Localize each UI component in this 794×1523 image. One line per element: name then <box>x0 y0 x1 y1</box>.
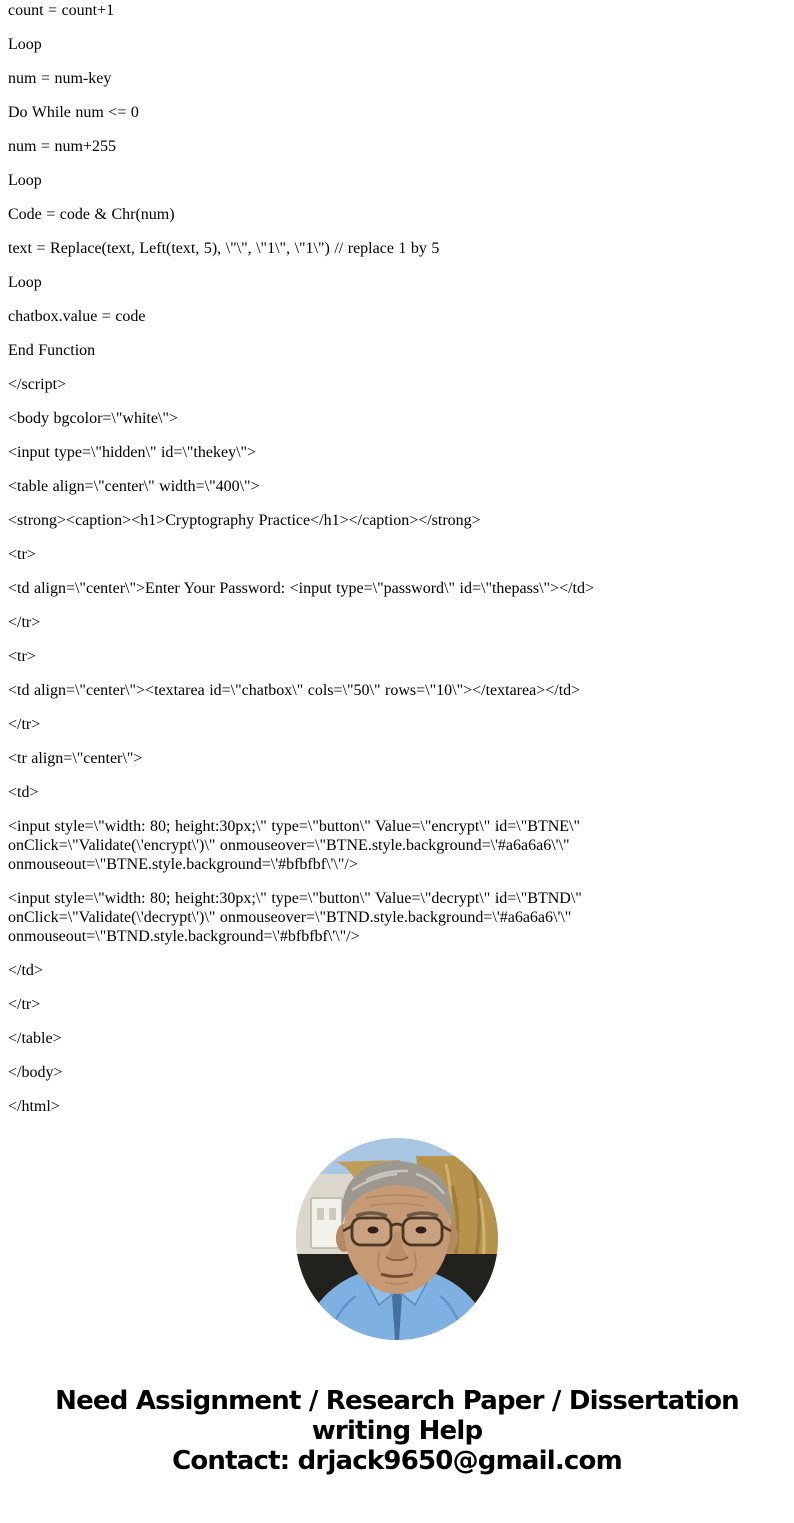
code-line: <input style=\"width: 80; height:30px;\" type=\"button\" Value=\"decrypt\" id=\"BTND\" onClick=\"Validate(\'decrypt\')\" onmouseover=\"BTND.style.background=\'#a6a6a6\'\" onmouseout=\"BTND.style.background=\'#bfbfbf\'\"/> <box>8 890 582 945</box>
code-line: num = num+255 <box>8 138 116 155</box>
footer-contact: Contact: drjack9650@gmail.com <box>172 1446 622 1476</box>
code-line: <td align=\"center\"><textarea id=\"chatbox\" cols=\"50\" rows=\"10\"></textarea></td> <box>8 682 581 699</box>
code-line: <tr> <box>8 546 36 563</box>
code-line: <table align=\"center\" width=\"400\"> <box>8 478 260 495</box>
code-line: <td align=\"center\">Enter Your Password: <input type=\"password\" id=\"thepass\"></td> <box>8 580 595 597</box>
code-line: </script> <box>8 376 67 393</box>
code-line: </tr> <box>8 716 41 733</box>
code-line: text = Replace(text, Left(text, 5), \"\", \"1\", \"1\") // replace 1 by 5 <box>8 240 440 257</box>
code-line: Do While num <= 0 <box>8 104 139 121</box>
code-line: </html> <box>8 1098 60 1115</box>
code-line: </table> <box>8 1030 62 1047</box>
avatar-photo <box>296 1138 498 1340</box>
code-line: Code = code & Chr(num) <box>8 206 175 223</box>
code-line: num = num-key <box>8 70 112 87</box>
code-line: </body> <box>8 1064 63 1081</box>
code-line: Loop <box>8 36 42 53</box>
code-line: Loop <box>8 274 42 291</box>
code-line: <body bgcolor=\"white\"> <box>8 410 178 427</box>
code-line: <strong><caption><h1>Cryptography Practice</h1></caption></strong> <box>8 512 481 529</box>
code-line: Loop <box>8 172 42 189</box>
code-line: <input type=\"hidden\" id=\"thekey\"> <box>8 444 257 461</box>
footer-heading-line-1: Need Assignment / Research Paper / Dissertation <box>55 1386 739 1416</box>
code-line: </tr> <box>8 996 41 1013</box>
code-line: <td> <box>8 784 39 801</box>
footer <box>0 1386 794 1476</box>
code-line: <tr align=\"center\"> <box>8 750 143 767</box>
code-line: <input style=\"width: 80; height:30px;\" type=\"button\" Value=\"encrypt\" id=\"BTNE\" onClick=\"Validate(\'encrypt\')\" onmouseover=\"BTNE.style.background=\'#a6a6a6\'\" onmouseout=\"BTNE.style.background=\'#bfbfbf\'\"/> <box>8 818 581 873</box>
code-line: count = count+1 <box>8 2 115 19</box>
code-line: </td> <box>8 962 43 979</box>
code-line: </tr> <box>8 614 41 631</box>
avatar <box>296 1138 498 1340</box>
code-line: End Function <box>8 342 96 359</box>
code-line: <tr> <box>8 648 36 665</box>
footer-heading-line-2: writing Help <box>311 1416 483 1446</box>
code-line: chatbox.value = code <box>8 308 146 325</box>
